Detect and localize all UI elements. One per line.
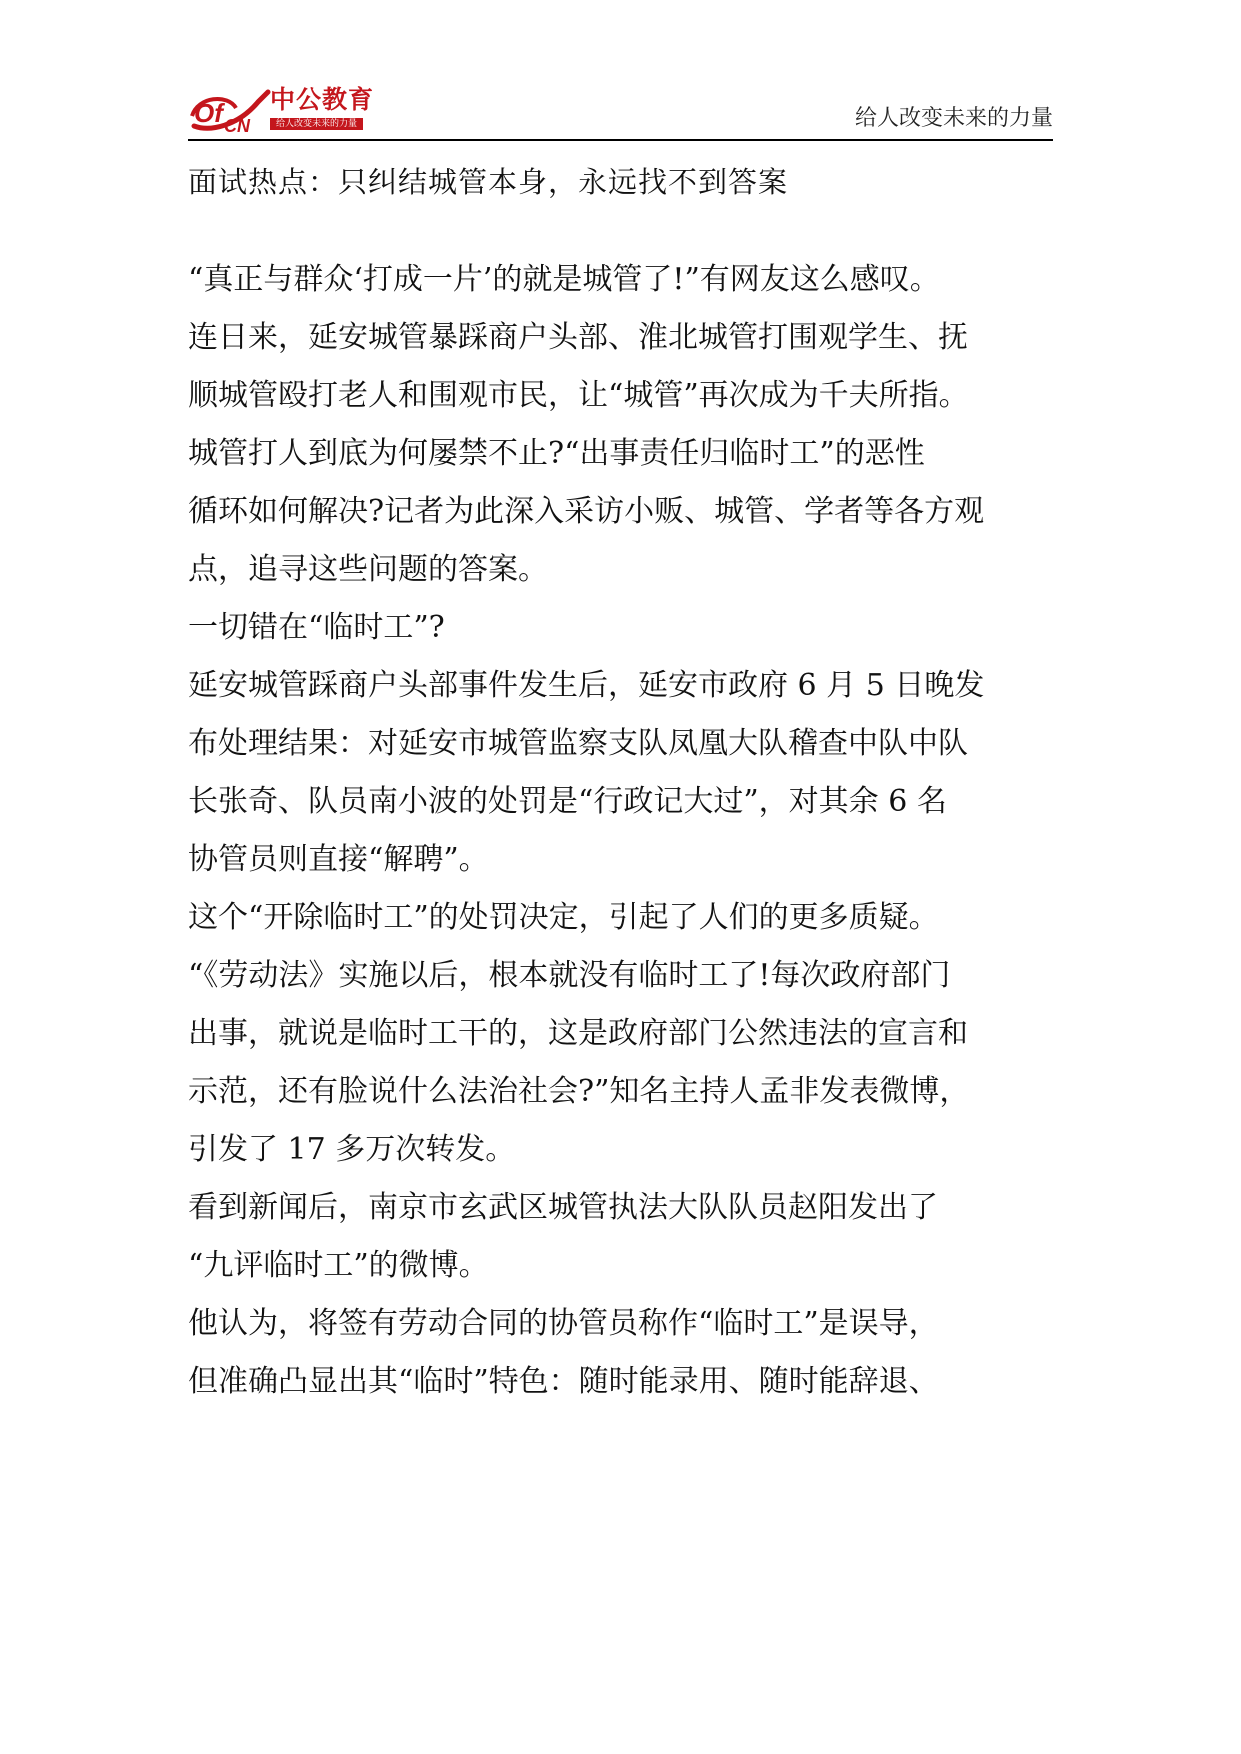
body-line: 城管打人到底为何屡禁不止?“出事责任归临时工”的恶性 [188, 436, 925, 471]
body-line: 出事，就说是临时工干的，这是政府部门公然违法的宣言和 [188, 1016, 968, 1051]
body-line: 看到新闻后，南京市玄武区城管执法大队队员赵阳发出了 [188, 1190, 938, 1225]
body-line: 但准确凸显出其“临时”特色：随时能录用、随时能辞退、 [188, 1364, 939, 1399]
body-line: 协管员则直接“解聘”。 [188, 842, 489, 877]
body-line: 长张奇、队员南小波的处罚是“行政记大过”，对其余 6 名 [188, 784, 947, 819]
header-divider [188, 139, 1053, 141]
body-line: 顺城管殴打老人和围观市民，让“城管”再次成为千夫所指。 [188, 378, 969, 413]
body-line: “真正与群众‘打成一片’的就是城管了!”有网友这么感叹。 [188, 262, 940, 297]
offcn-logo [188, 86, 388, 136]
header-tagline: 给人改变未来的力量 [854, 106, 1053, 131]
body-line: 他认为，将签有劳动合同的协管员称作“临时工”是误导， [188, 1306, 939, 1341]
page-header [188, 80, 1053, 144]
body-line: 延安城管踩商户头部事件发生后，延安市政府 6 月 5 日晚发 [188, 668, 985, 703]
body-line: 循环如何解决?记者为此深入采访小贩、城管、学者等各方观 [188, 494, 985, 529]
body-line: “《劳动法》实施以后，根本就没有临时工了!每次政府部门 [188, 958, 951, 993]
body-line: 引发了 17 多万次转发。 [188, 1132, 516, 1167]
body-line: “九评临时工”的微博。 [188, 1248, 489, 1283]
body-line: 点，追寻这些问题的答案。 [188, 552, 548, 587]
body-line: 这个“开除临时工”的处罚决定，引起了人们的更多质疑。 [188, 900, 939, 935]
article-title: 面试热点：只纠结城管本身，永远找不到答案 [188, 165, 789, 199]
section-heading: 一切错在“临时工”? [188, 610, 445, 645]
logo-mark-icon [188, 86, 272, 136]
logo-slogan: 给人改变未来的力量 [270, 118, 363, 130]
svg-text:Of: Of [194, 98, 223, 128]
body-line: 示范，还有脸说什么法治社会?”知名主持人孟非发表微博， [188, 1074, 970, 1109]
logo-brand-text: 中公教育 [270, 85, 375, 114]
body-line: 连日来，延安城管暴踩商户头部、淮北城管打围观学生、抚 [188, 320, 968, 355]
svg-text:CN: CN [224, 116, 250, 136]
body-line: 布处理结果：对延安市城管监察支队凤凰大队稽查中队中队 [188, 726, 968, 761]
